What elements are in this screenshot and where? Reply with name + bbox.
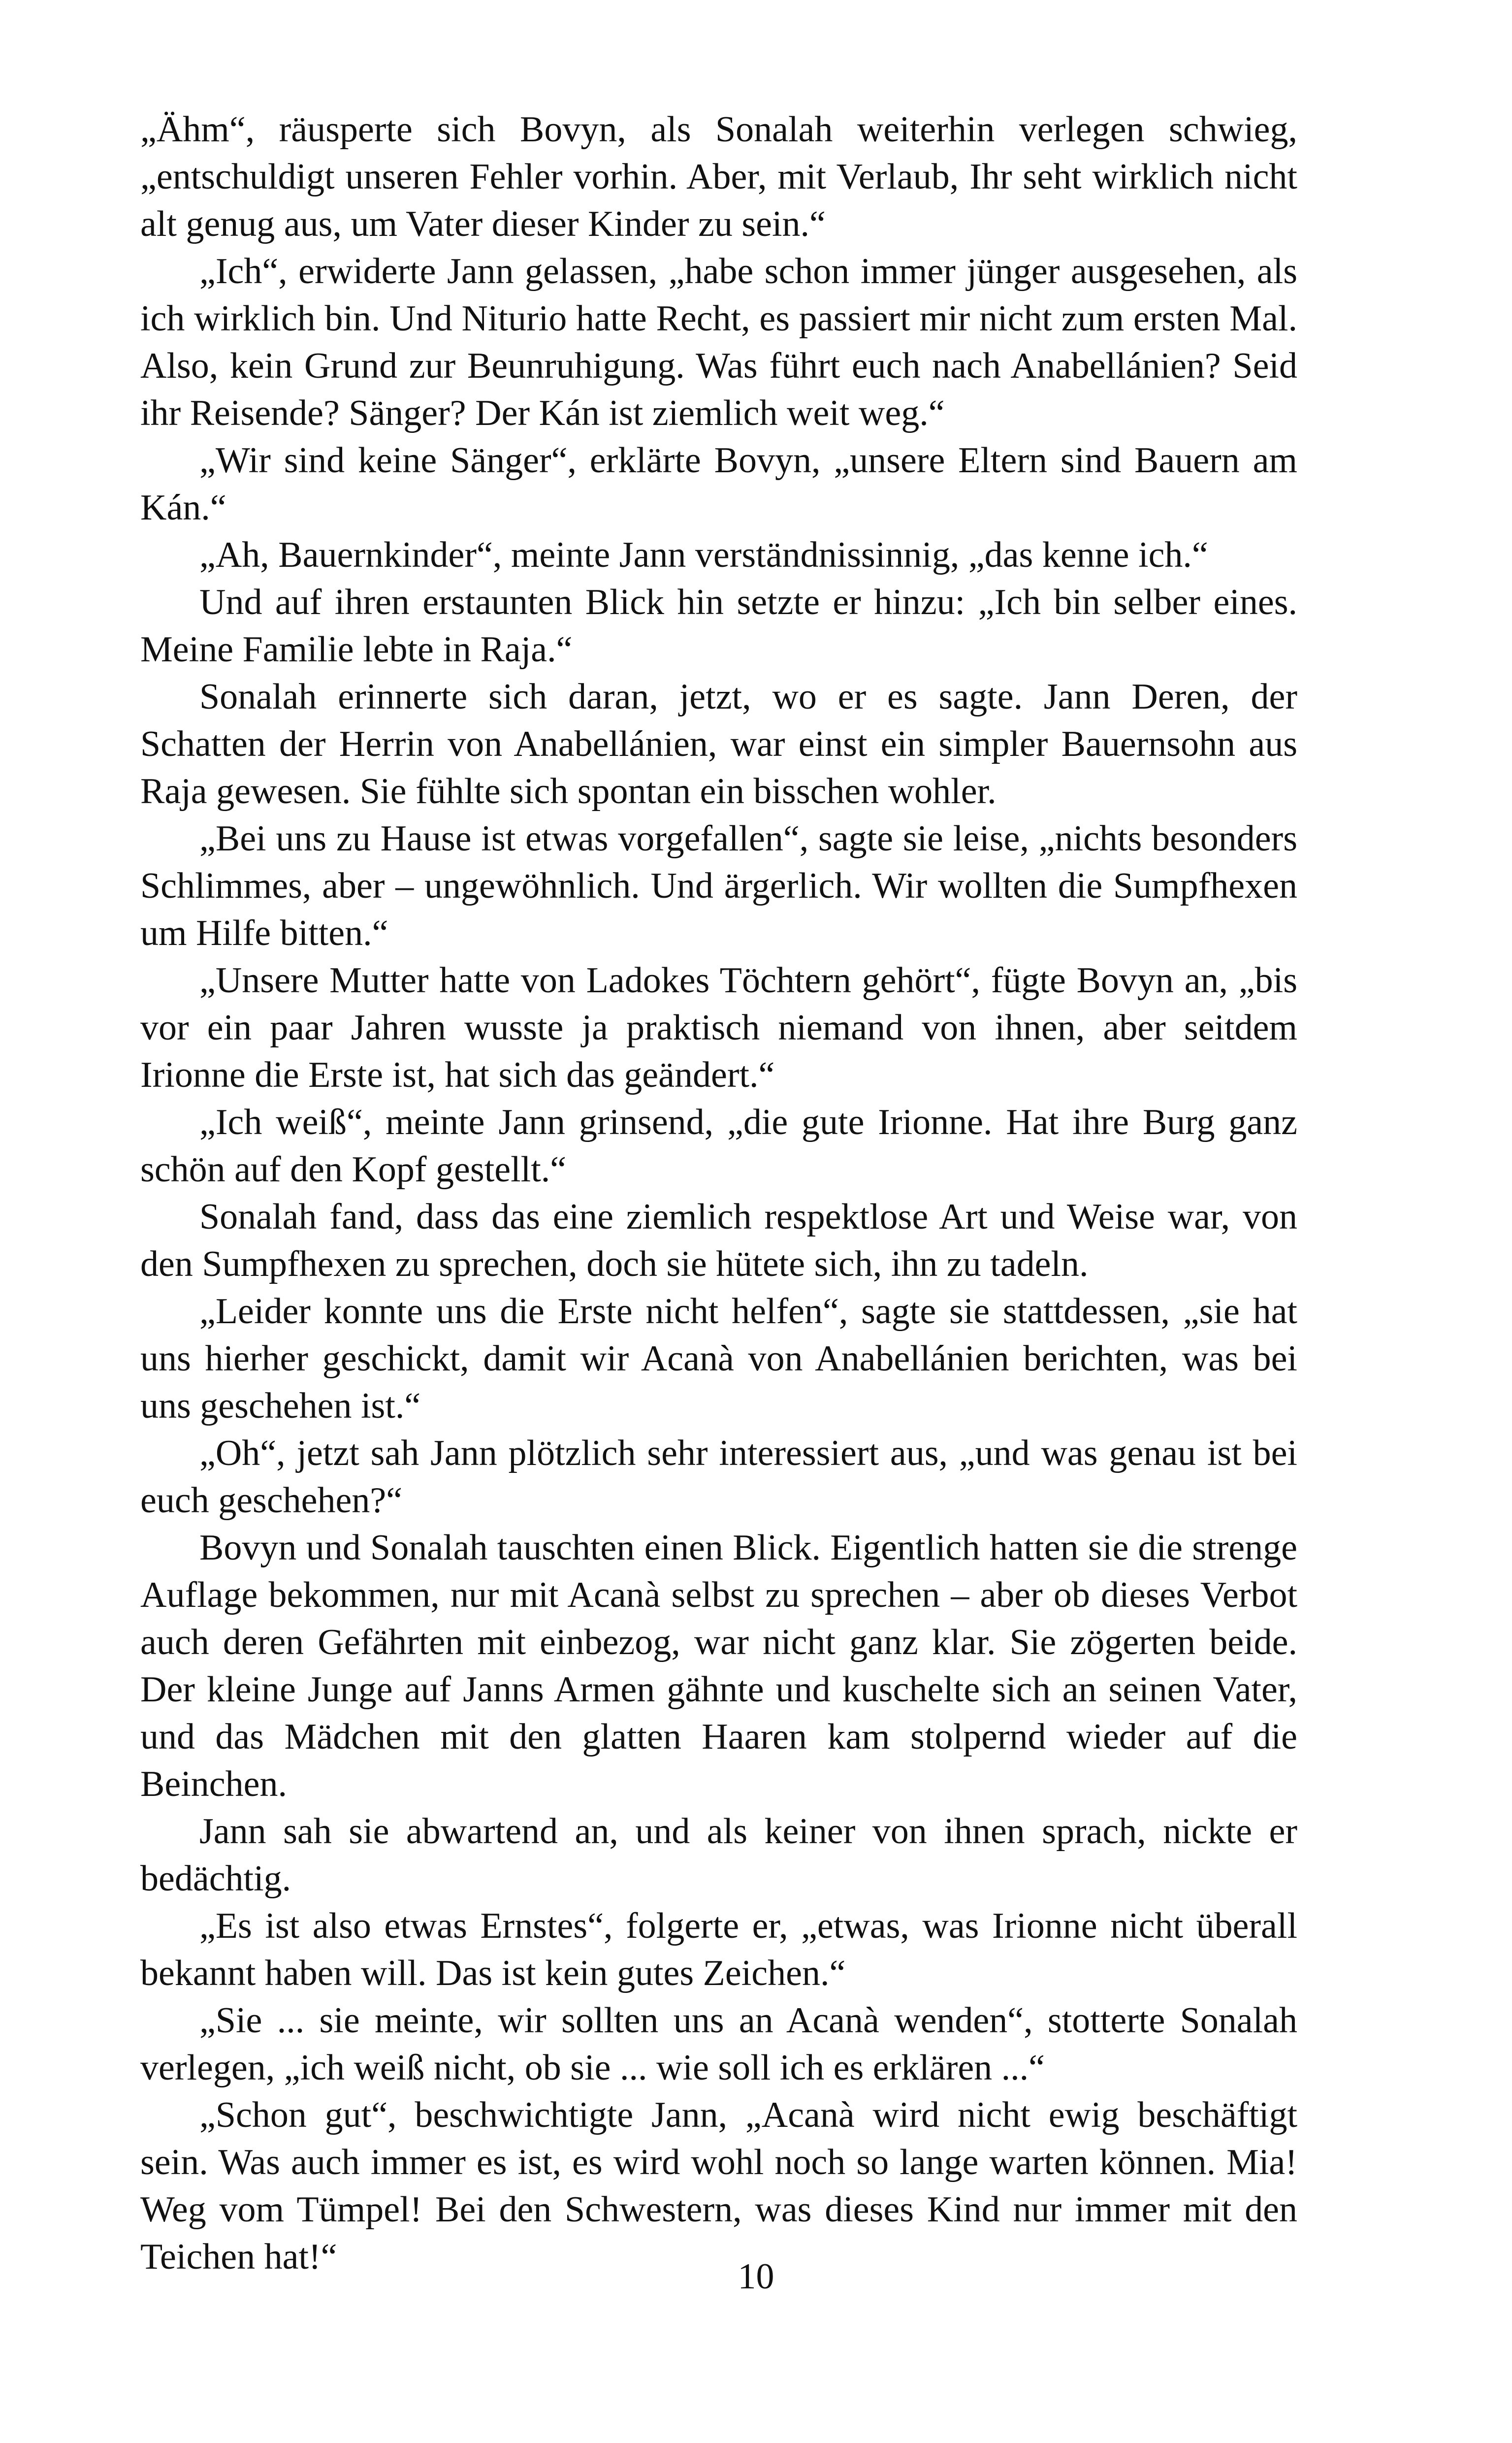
book-page-text: [140, 106, 1297, 2280]
paragraph: „Ich weiß“, meinte Jann grinsend, „die gute Irionne. Hat ihre Burg ganz schön auf den Kopf gestellt.“: [140, 1102, 1297, 1190]
paragraph: „Ich“, erwiderte Jann gelassen, „habe schon immer jünger ausgesehen, als ich wirklich bin. Und Niturio hatte Recht, es passiert mir nicht zum ersten Mal. Also, kein Grund zur Beunruhigung. Was führt euch nach Anabellánien? Seid ihr Reisende? Sänger? Der Kán ist ziemlich weit weg.“: [140, 251, 1297, 433]
paragraph: „Unsere Mutter hatte von Ladokes Töchtern gehört“, fügte Bovyn an, „bis vor ein paar Jahren wusste ja praktisch niemand von ihnen, aber seitdem Irionne die Erste ist, hat sich das geändert.“: [140, 960, 1297, 1095]
paragraph: Bovyn und Sonalah tauschten einen Blick. Eigentlich hatten sie die strenge Auflage bekommen, nur mit Acanà selbst zu sprechen – aber ob dieses Verbot auch deren Gefährten mit einbezog, war nicht ganz klar. Sie zögerten beide. Der kleine Junge auf Janns Armen gähnte und kuschelte sich an seinen Vater, und das Mädchen mit den glatten Haaren kam stolpernd wieder auf die Beinchen.: [140, 1528, 1297, 1804]
paragraph: „Wir sind keine Sänger“, erklärte Bovyn, „unsere Eltern sind Bauern am Kán.“: [140, 440, 1297, 528]
paragraph: Und auf ihren erstaunten Blick hin setzte er hinzu: „Ich bin selber eines. Meine Familie lebte in Raja.“: [140, 582, 1297, 670]
paragraph: „Es ist also etwas Ernstes“, folgerte er, „etwas, was Irionne nicht überall bekannt haben will. Das ist kein gutes Zeichen.“: [140, 1906, 1297, 1993]
paragraph: „Ähm“, räusperte sich Bovyn, als Sonalah weiterhin verlegen schwieg, „entschuldigt unseren Fehler vorhin. Aber, mit Verlaub, Ihr seht wirklich nicht alt genug aus, um Vater dieser Kinder zu sein.“: [140, 109, 1297, 244]
paragraph: „Schon gut“, beschwichtigte Jann, „Acanà wird nicht ewig beschäftigt sein. Was auch immer es ist, es wird wohl noch so lange warten können. Mia! Weg vom Tümpel! Bei den Schwestern, was dieses Kind nur immer mit den Teichen hat!“: [140, 2095, 1297, 2277]
paragraph: „Bei uns zu Hause ist etwas vorgefallen“, sagte sie leise, „nichts besonders Schlimmes, aber – ungewöhnlich. Und ärgerlich. Wir wollten die Sumpfhexen um Hilfe bitten.“: [140, 818, 1297, 953]
paragraph: „Leider konnte uns die Erste nicht helfen“, sagte sie stattdessen, „sie hat uns hierher geschickt, damit wir Acanà von Anabellánien berichten, was bei uns geschehen ist.“: [140, 1291, 1297, 1426]
paragraph: „Ah, Bauernkinder“, meinte Jann verständnissinnig, „das kenne ich.“: [199, 535, 1208, 575]
paragraph: Sonalah fand, dass das eine ziemlich respektlose Art und Weise war, von den Sumpfhexen zu sprechen, doch sie hütete sich, ihn zu tadeln.: [140, 1197, 1297, 1284]
paragraph: Jann sah sie abwartend an, und als keiner von ihnen sprach, nickte er bedächtig.: [140, 1811, 1297, 1899]
paragraph: „Oh“, jetzt sah Jann plötzlich sehr interessiert aus, „und was genau ist bei euch geschehen?“: [140, 1433, 1297, 1521]
paragraph: Sonalah erinnerte sich daran, jetzt, wo er es sagte. Jann Deren, der Schatten der Herrin von Anabellánien, war einst ein simpler Bauernsohn aus Raja gewesen. Sie fühlte sich spontan ein bisschen wohler.: [140, 677, 1297, 812]
page-number: 10: [738, 2256, 774, 2297]
paragraph: „Sie ... sie meinte, wir sollten uns an Acanà wenden“, stotterte Sonalah verlegen, „ich weiß nicht, ob sie ... wie soll ich es erklären ...“: [140, 2000, 1297, 2088]
